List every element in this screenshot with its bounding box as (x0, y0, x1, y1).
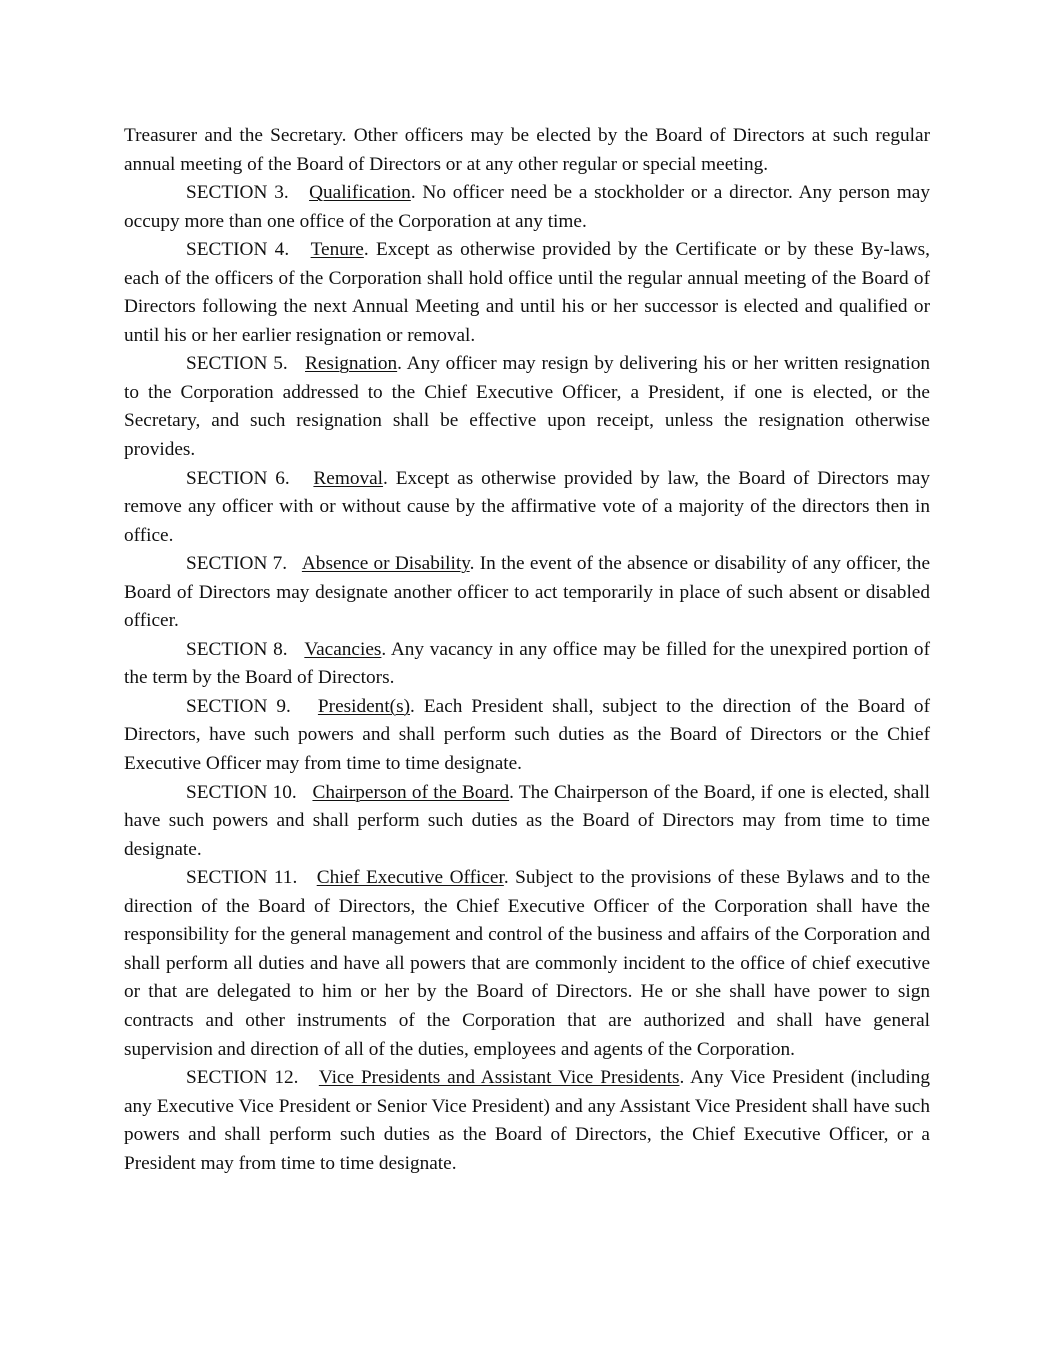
section-text: . Any vacancy in any office may be filled for the unexpired portion of the term by the Board of Directors. (124, 638, 930, 689)
section-3 (124, 179, 930, 236)
section-number: SECTION 12. (186, 1067, 299, 1089)
section-12 (124, 1064, 930, 1178)
section-title: Resignation (305, 353, 398, 375)
section-title: Chairperson of the Board (312, 781, 510, 803)
section-number: SECTION 6. (186, 467, 290, 489)
section-9 (124, 693, 930, 779)
section-text: . Subject to the provisions of these Bylaws and to the direction of the Board of Directors, the Chief Executive Officer of the Corporation shall have the responsibility for the general management and control of the business and affairs of the Corporation and shall perform all duties and have all powers that are commonly incident to the office of chief executive or that are delegated to him or her by the Board of Directors. He or she shall have power to sign contracts and other instruments of the Corporation that are authorized and shall have general supervision and direction of all of the duties, employees and agents of the Corporation. (124, 867, 931, 1060)
section-title: Absence or Disability (301, 553, 470, 575)
section-text: . Except as otherwise provided by law, the Board of Directors may remove any officer with or without cause by the affirmative vote of a majority of the directors then in office. (124, 467, 931, 546)
section-10 (124, 779, 930, 865)
section-number: SECTION 11. (186, 867, 298, 889)
section-title: Chief Executive Officer (316, 867, 504, 889)
section-text: . Any Vice President (including any Executive Vice President or Senior Vice President) and any Assistant Vice President shall have such powers and shall perform such duties as the Board of Directors, the Chief Executive Officer, or a President may from time to time designate. (124, 1067, 930, 1174)
section-5 (124, 350, 930, 464)
section-title: Vacancies (304, 638, 382, 660)
section-6 (124, 465, 930, 551)
section-number: SECTION 8. (186, 638, 288, 660)
section-text: . Any officer may resign by delivering his or her written resignation to the Corporation addressed to the Chief Executive Officer, a President, if one is elected, or the Secretary, and such resignation shall be effective upon receipt, unless the resignation otherwise provides. (124, 353, 930, 461)
section-number: SECTION 3. (186, 182, 289, 204)
section-number: SECTION 9. (186, 695, 291, 717)
section-number: SECTION 10. (186, 781, 297, 803)
section-title: President(s) (317, 695, 411, 717)
section-text: . No officer need be a stockholder or a director. Any person may occupy more than one office of the Corporation at any time. (124, 182, 930, 232)
section-7 (124, 550, 930, 636)
section-number: SECTION 7. (186, 553, 288, 575)
section-title: Removal (313, 467, 384, 489)
document-page (124, 122, 930, 1178)
section-number: SECTION 5. (186, 353, 288, 375)
section-11 (124, 864, 930, 1064)
section-text: . Each President shall, subject to the direction of the Board of Directors, have such powers and shall perform such duties as the Board of Directors or the Chief Executive Officer may from time to time designate. (124, 695, 930, 775)
section-number: SECTION 4. (186, 239, 290, 261)
section-text: . The Chairperson of the Board, if one is elected, shall have such powers and shall perform such duties as the Board of Directors may from time to time designate. (124, 781, 930, 860)
section-title: Vice Presidents and Assistant Vice Presidents (318, 1067, 680, 1089)
section-title: Qualification (309, 182, 411, 204)
section-title: Tenure (310, 239, 364, 261)
intro-paragraph: Treasurer and the Secretary. Other officers may be elected by the Board of Directors at such regular annual meeting of the Board of Directors or at any other regular or special meeting. (124, 125, 930, 175)
section-text: . In the event of the absence or disability of any officer, the Board of Directors may designate another officer to act temporarily in place of such absent or disabled officer. (124, 553, 930, 632)
section-text: . Except as otherwise provided by the Certificate or by these By-laws, each of the officers of the Corporation shall hold office until the regular annual meeting of the Board of Directors following the next Annual Meeting and until his or her successor is elected and qualified or until his or her earlier resignation or removal. (124, 239, 930, 346)
section-4 (124, 236, 930, 350)
section-8 (124, 636, 930, 693)
